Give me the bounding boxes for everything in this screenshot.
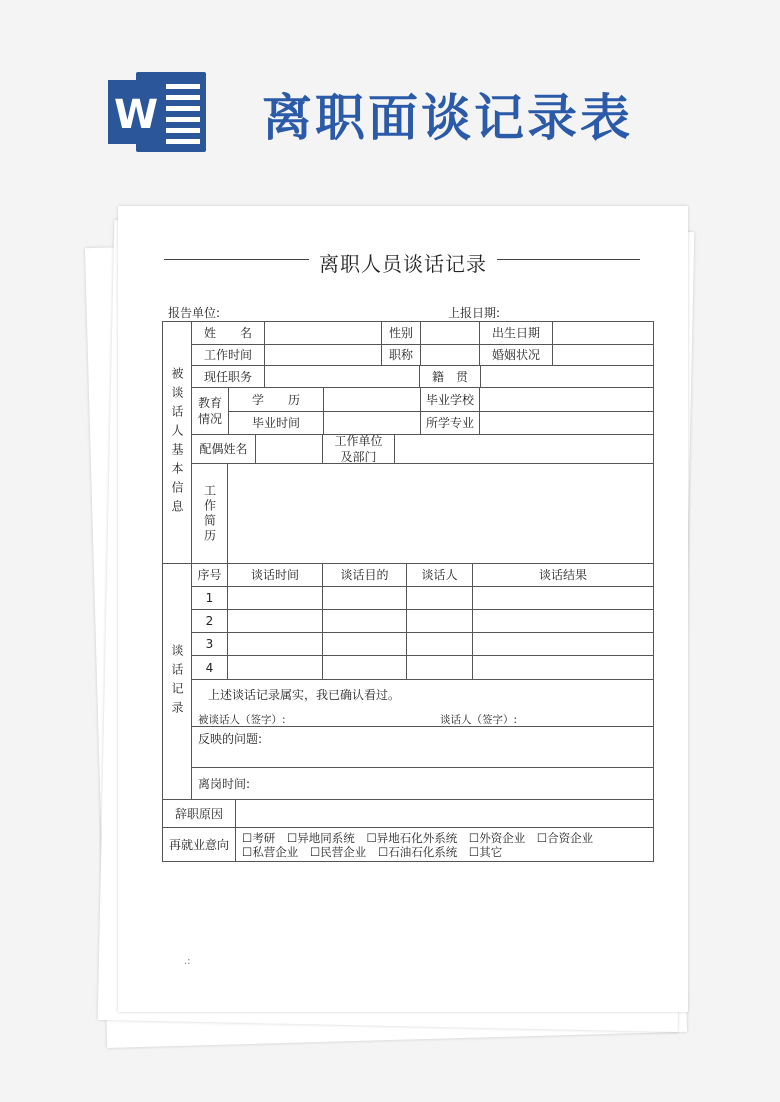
work-time-field[interactable] (264, 344, 382, 366)
spouse-label: 配偶姓名 (191, 434, 256, 464)
position-field[interactable] (264, 365, 420, 388)
option-kaoyan[interactable]: ☐考研 (242, 831, 276, 845)
leave-time-field[interactable]: 离岗时间: (191, 767, 654, 800)
svg-text:W: W (113, 92, 159, 138)
title-rank-field[interactable] (420, 344, 480, 366)
table-row: 4 (191, 655, 228, 680)
checkbox-icon[interactable]: ☐ (377, 845, 389, 859)
page-title: 离职面谈记录表 (262, 88, 633, 147)
sign-interviewee-label: 被谈话人（签字）: (198, 714, 286, 726)
spouse-field[interactable] (255, 434, 323, 464)
talk-person-field[interactable] (406, 655, 473, 680)
talk-header-cell: 序号 (191, 563, 228, 587)
major-label: 所学专业 (420, 411, 480, 435)
resign-reason-field[interactable] (235, 799, 654, 828)
option-foreign[interactable]: ☐外资企业 (468, 831, 526, 845)
education-label: 教育情况 (191, 387, 229, 435)
reemploy-label: 再就业意向 (162, 827, 236, 862)
native-field[interactable] (480, 365, 654, 388)
checkbox-icon[interactable]: ☐ (242, 845, 253, 859)
talk-header-cell: 谈话目的 (322, 563, 407, 587)
talk-header-cell: 谈话结果 (472, 563, 654, 587)
basic-info-section-label: 被谈话人基本信息 (162, 321, 192, 564)
confirm-text: 上述谈话记录属实，我已确认看过。 (208, 688, 401, 702)
talk-purpose-field[interactable] (322, 632, 407, 656)
talk-purpose-field[interactable] (322, 609, 407, 633)
reemploy-options-row-1 (242, 831, 652, 845)
sign-interviewer-label: 谈话人（签字）: (440, 714, 518, 726)
word-doc-icon (108, 70, 208, 154)
work-time-label: 工作时间 (191, 344, 265, 366)
checkbox-icon[interactable]: ☐ (286, 831, 298, 845)
native-label: 籍 贯 (419, 365, 481, 388)
gender-label: 性别 (381, 321, 421, 345)
document-sheet (118, 206, 688, 1012)
talk-result-field[interactable] (472, 586, 654, 610)
talk-time-field[interactable] (227, 655, 323, 680)
major-field[interactable] (479, 411, 654, 435)
degree-label: 学 历 (228, 387, 324, 412)
checkbox-icon[interactable]: ☐ (309, 845, 321, 859)
reemploy-options-row-2 (242, 845, 652, 859)
page-mark: .: (184, 956, 191, 967)
table-row: 1 (191, 586, 228, 610)
birth-field[interactable] (552, 321, 654, 345)
option-same-system[interactable]: ☐异地同系统 (286, 831, 355, 845)
table-row: 3 (191, 632, 228, 656)
resume-label: 工作简历 (191, 463, 228, 564)
option-jv[interactable]: ☐合资企业 (536, 831, 594, 845)
talk-header-cell: 谈话人 (406, 563, 473, 587)
title-rank-label: 职称 (381, 344, 421, 366)
name-label: 姓 名 (191, 321, 265, 345)
gender-field[interactable] (420, 321, 480, 345)
option-private[interactable]: ☐私营企业 (242, 845, 299, 859)
talk-result-field[interactable] (472, 632, 654, 656)
checkbox-icon[interactable]: ☐ (468, 845, 480, 859)
option-other-petro[interactable]: ☐异地石化外系统 (366, 831, 458, 845)
document-title: 离职人员谈话记录 (118, 248, 688, 277)
talk-section-label: 谈话记录 (162, 563, 192, 800)
spouse-work-label: 工作单位及部门 (322, 434, 395, 464)
resume-field[interactable] (227, 463, 654, 564)
grad-time-field[interactable] (323, 411, 421, 435)
issues-field[interactable]: 反映的问题: (191, 726, 654, 768)
checkbox-icon[interactable]: ☐ (536, 831, 548, 845)
report-date-label: 上报日期: (448, 306, 501, 320)
checkbox-icon[interactable]: ☐ (468, 831, 480, 845)
report-unit-label: 报告单位: (168, 306, 221, 320)
table-row: 2 (191, 609, 228, 633)
checkbox-icon[interactable]: ☐ (242, 831, 253, 845)
talk-time-field[interactable] (227, 586, 323, 610)
grad-time-label: 毕业时间 (228, 411, 324, 435)
school-label: 毕业学校 (420, 387, 480, 412)
talk-result-field[interactable] (472, 609, 654, 633)
marital-field[interactable] (552, 344, 654, 366)
option-other[interactable]: ☐其它 (468, 845, 503, 859)
confirm-block (191, 679, 654, 727)
talk-person-field[interactable] (406, 586, 473, 610)
school-field[interactable] (479, 387, 654, 412)
talk-result-field[interactable] (472, 655, 654, 680)
degree-field[interactable] (323, 387, 421, 412)
talk-purpose-field[interactable] (322, 655, 407, 680)
talk-person-field[interactable] (406, 609, 473, 633)
marital-label: 婚姻状况 (479, 344, 553, 366)
talk-purpose-field[interactable] (322, 586, 407, 610)
position-label: 现任职务 (191, 365, 265, 388)
option-minying[interactable]: ☐民营企业 (309, 845, 367, 859)
talk-person-field[interactable] (406, 632, 473, 656)
talk-time-field[interactable] (227, 632, 323, 656)
page-header (0, 0, 780, 200)
spouse-work-field[interactable] (394, 434, 654, 464)
talk-header-cell: 谈话时间 (227, 563, 323, 587)
resign-reason-label: 辞职原因 (162, 799, 236, 828)
name-field[interactable] (264, 321, 382, 345)
checkbox-icon[interactable]: ☐ (366, 831, 377, 845)
talk-time-field[interactable] (227, 609, 323, 633)
birth-label: 出生日期 (479, 321, 553, 345)
option-petro-system[interactable]: ☐石油石化系统 (377, 845, 458, 859)
